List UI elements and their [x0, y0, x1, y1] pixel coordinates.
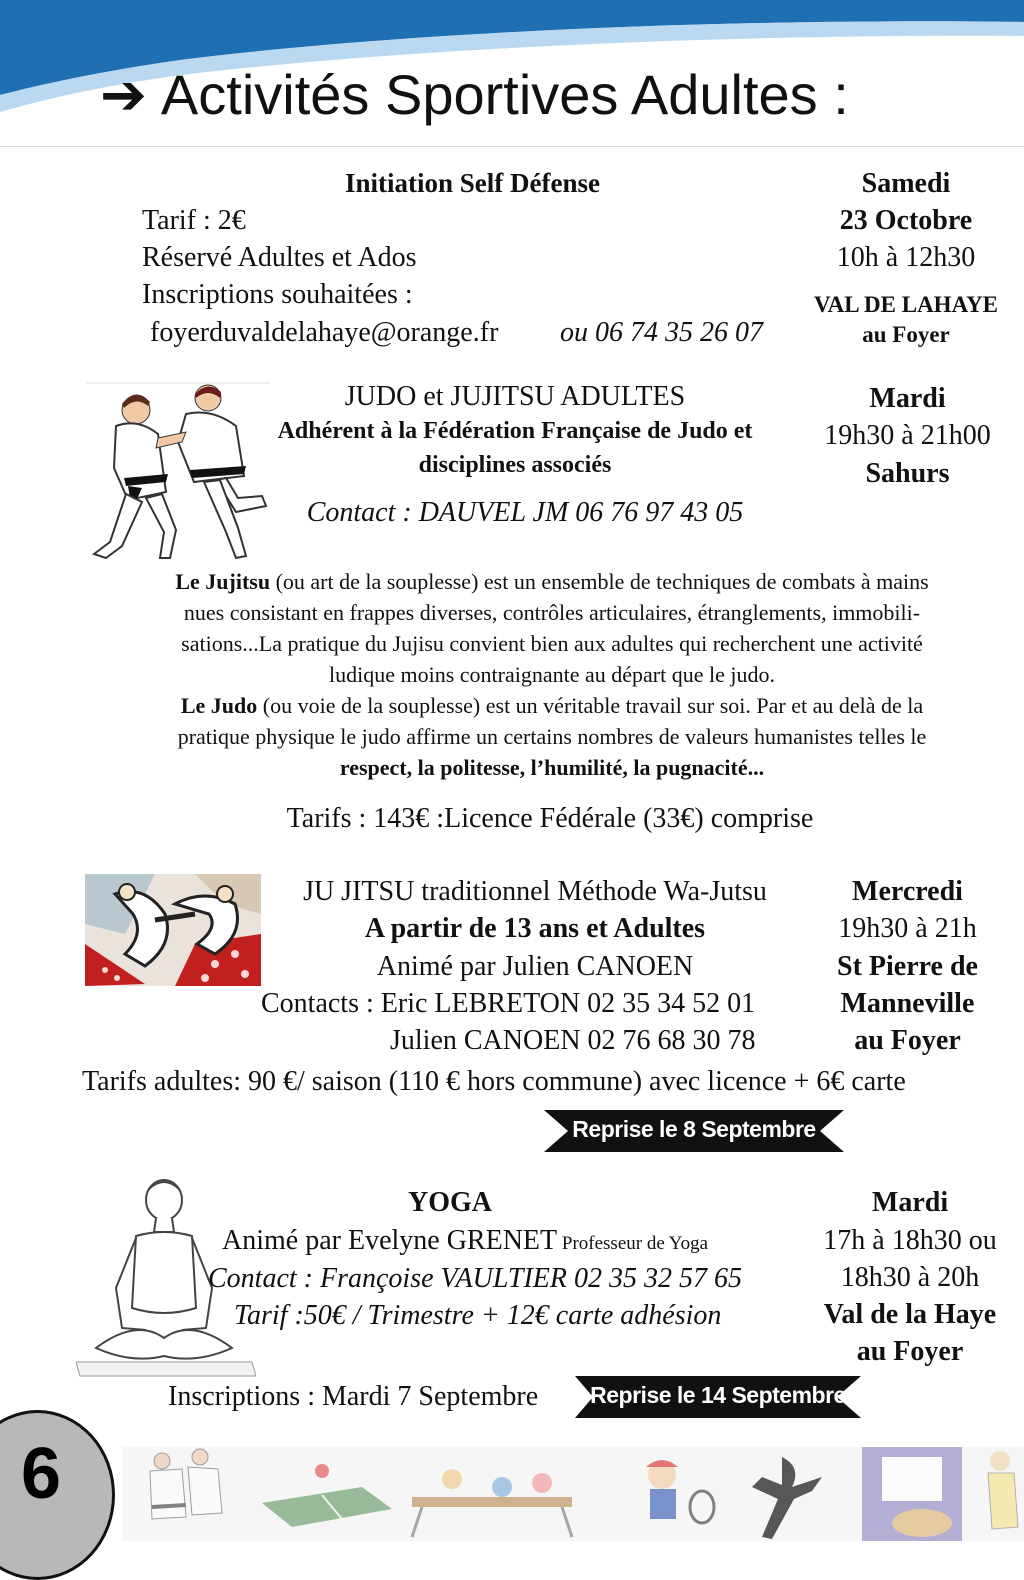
jujitsu-day: Mercredi [852, 876, 963, 907]
header-divider [0, 146, 1024, 147]
self-defense-place: VAL DE LAHAYE au Foyer [813, 292, 999, 347]
page-number-badge [0, 1410, 115, 1580]
jujitsu-reprise-banner: Reprise le 8 Septembre [544, 1106, 844, 1156]
yoga-hours-2: 18h30 à 20h [840, 1262, 980, 1293]
self-defense-tarif: Tarif : 2€ [142, 205, 246, 236]
self-defense-phone: ou 06 74 35 26 07 [560, 317, 763, 348]
judo-hours: 19h30 à 21h00 [824, 420, 991, 451]
judo-day: Mardi [869, 383, 946, 414]
sports-strip-icons [122, 1447, 1024, 1541]
jujitsu-contacts-2: Julien CANOEN 02 76 68 30 78 [390, 1025, 756, 1056]
self-defense-reserved: Réservé Adultes et Ados [142, 242, 417, 273]
yoga-title: YOGA [408, 1187, 492, 1218]
arrow-right-icon: ➔ [100, 63, 147, 126]
jujitsu-illustration [85, 874, 261, 986]
yoga-tarif: Tarif :50€ / Trimestre + 12€ carte adhésion [234, 1300, 722, 1331]
jujitsu-ages: A partir de 13 ans et Adultes [364, 913, 706, 944]
judo-affiliation-2: disciplines associés [418, 452, 612, 478]
jujitsu-place: St Pierre de Manneville au Foyer [837, 951, 978, 1056]
yoga-reprise-banner: Reprise le 14 Septembre [575, 1372, 861, 1422]
jujitsu-animated: Animé par Julien CANOEN [376, 951, 694, 982]
judo-title: JUDO et JUJITSU ADULTES [344, 381, 686, 412]
yoga-inscriptions: Inscriptions : Mardi 7 Septembre [168, 1381, 539, 1412]
yoga-place: Val de la Haye au Foyer [823, 1299, 997, 1367]
footer-illustrations [122, 1447, 1024, 1541]
jujitsu-hours: 19h30 à 21h [838, 913, 977, 944]
judo-description: Le Jujitsu (ou art de la souplesse) est un ensemble de techniques de combats à mains nues consistant en frappes diverses, contrôles articulaires, étranglements, immobili- sations...La pratique du Jujisu convient bien aux adultes qui recherchent une activité ludique moins contraignante au départ que le judo. Le Judo (ou voie de la souplesse) est un véritable travail sur soi. Par et au delà de la pratique physique le judo affirme un certains nombres de valeurs humanistes telles le respect, la politesse, l’humilité, la pugnacité... [175, 569, 929, 780]
yoga-contact: Contact : Françoise VAULTIER 02 35 32 57 65 [208, 1263, 742, 1294]
self-defense-inscriptions: Inscriptions souhaitées : [142, 279, 413, 310]
judo-place: Sahurs [865, 458, 950, 489]
self-defense-hours: 10h à 12h30 [836, 242, 976, 273]
judo-tarifs: Tarifs : 143€ :Licence Fédérale (33€) comprise [286, 803, 814, 834]
yoga-hours-1: 17h à 18h30 ou [823, 1225, 997, 1256]
self-defense-email[interactable]: foyerduvaldelahaye@orange.fr [150, 317, 499, 348]
self-defense-date: 23 Octobre [839, 205, 973, 236]
page-number: 6 [21, 1434, 62, 1514]
yoga-day: Mardi [871, 1187, 949, 1218]
judo-affiliation-1: Adhérent à la Fédération Française de Judo et [277, 418, 753, 444]
self-defense-day: Samedi [861, 168, 951, 199]
jujitsu-title: JU JITSU traditionnel Méthode Wa-Jutsu [303, 876, 767, 907]
yoga-animated: Animé par Evelyne GRENET Professeur de Yoga [222, 1225, 709, 1256]
jujitsu-tarifs: Tarifs adultes: 90 €/ saison (110 € hors commune) avec licence + 6€ carte [82, 1066, 906, 1097]
self-defense-title: Initiation Self Défense [345, 168, 600, 198]
page-title: ➔ Activités Sportives Adultes : [100, 63, 849, 126]
jujitsu-contacts-1: Contacts : Eric LEBRETON 02 35 34 52 01 [261, 988, 756, 1019]
judo-contact: Contact : DAUVEL JM 06 76 97 43 05 [306, 497, 744, 528]
